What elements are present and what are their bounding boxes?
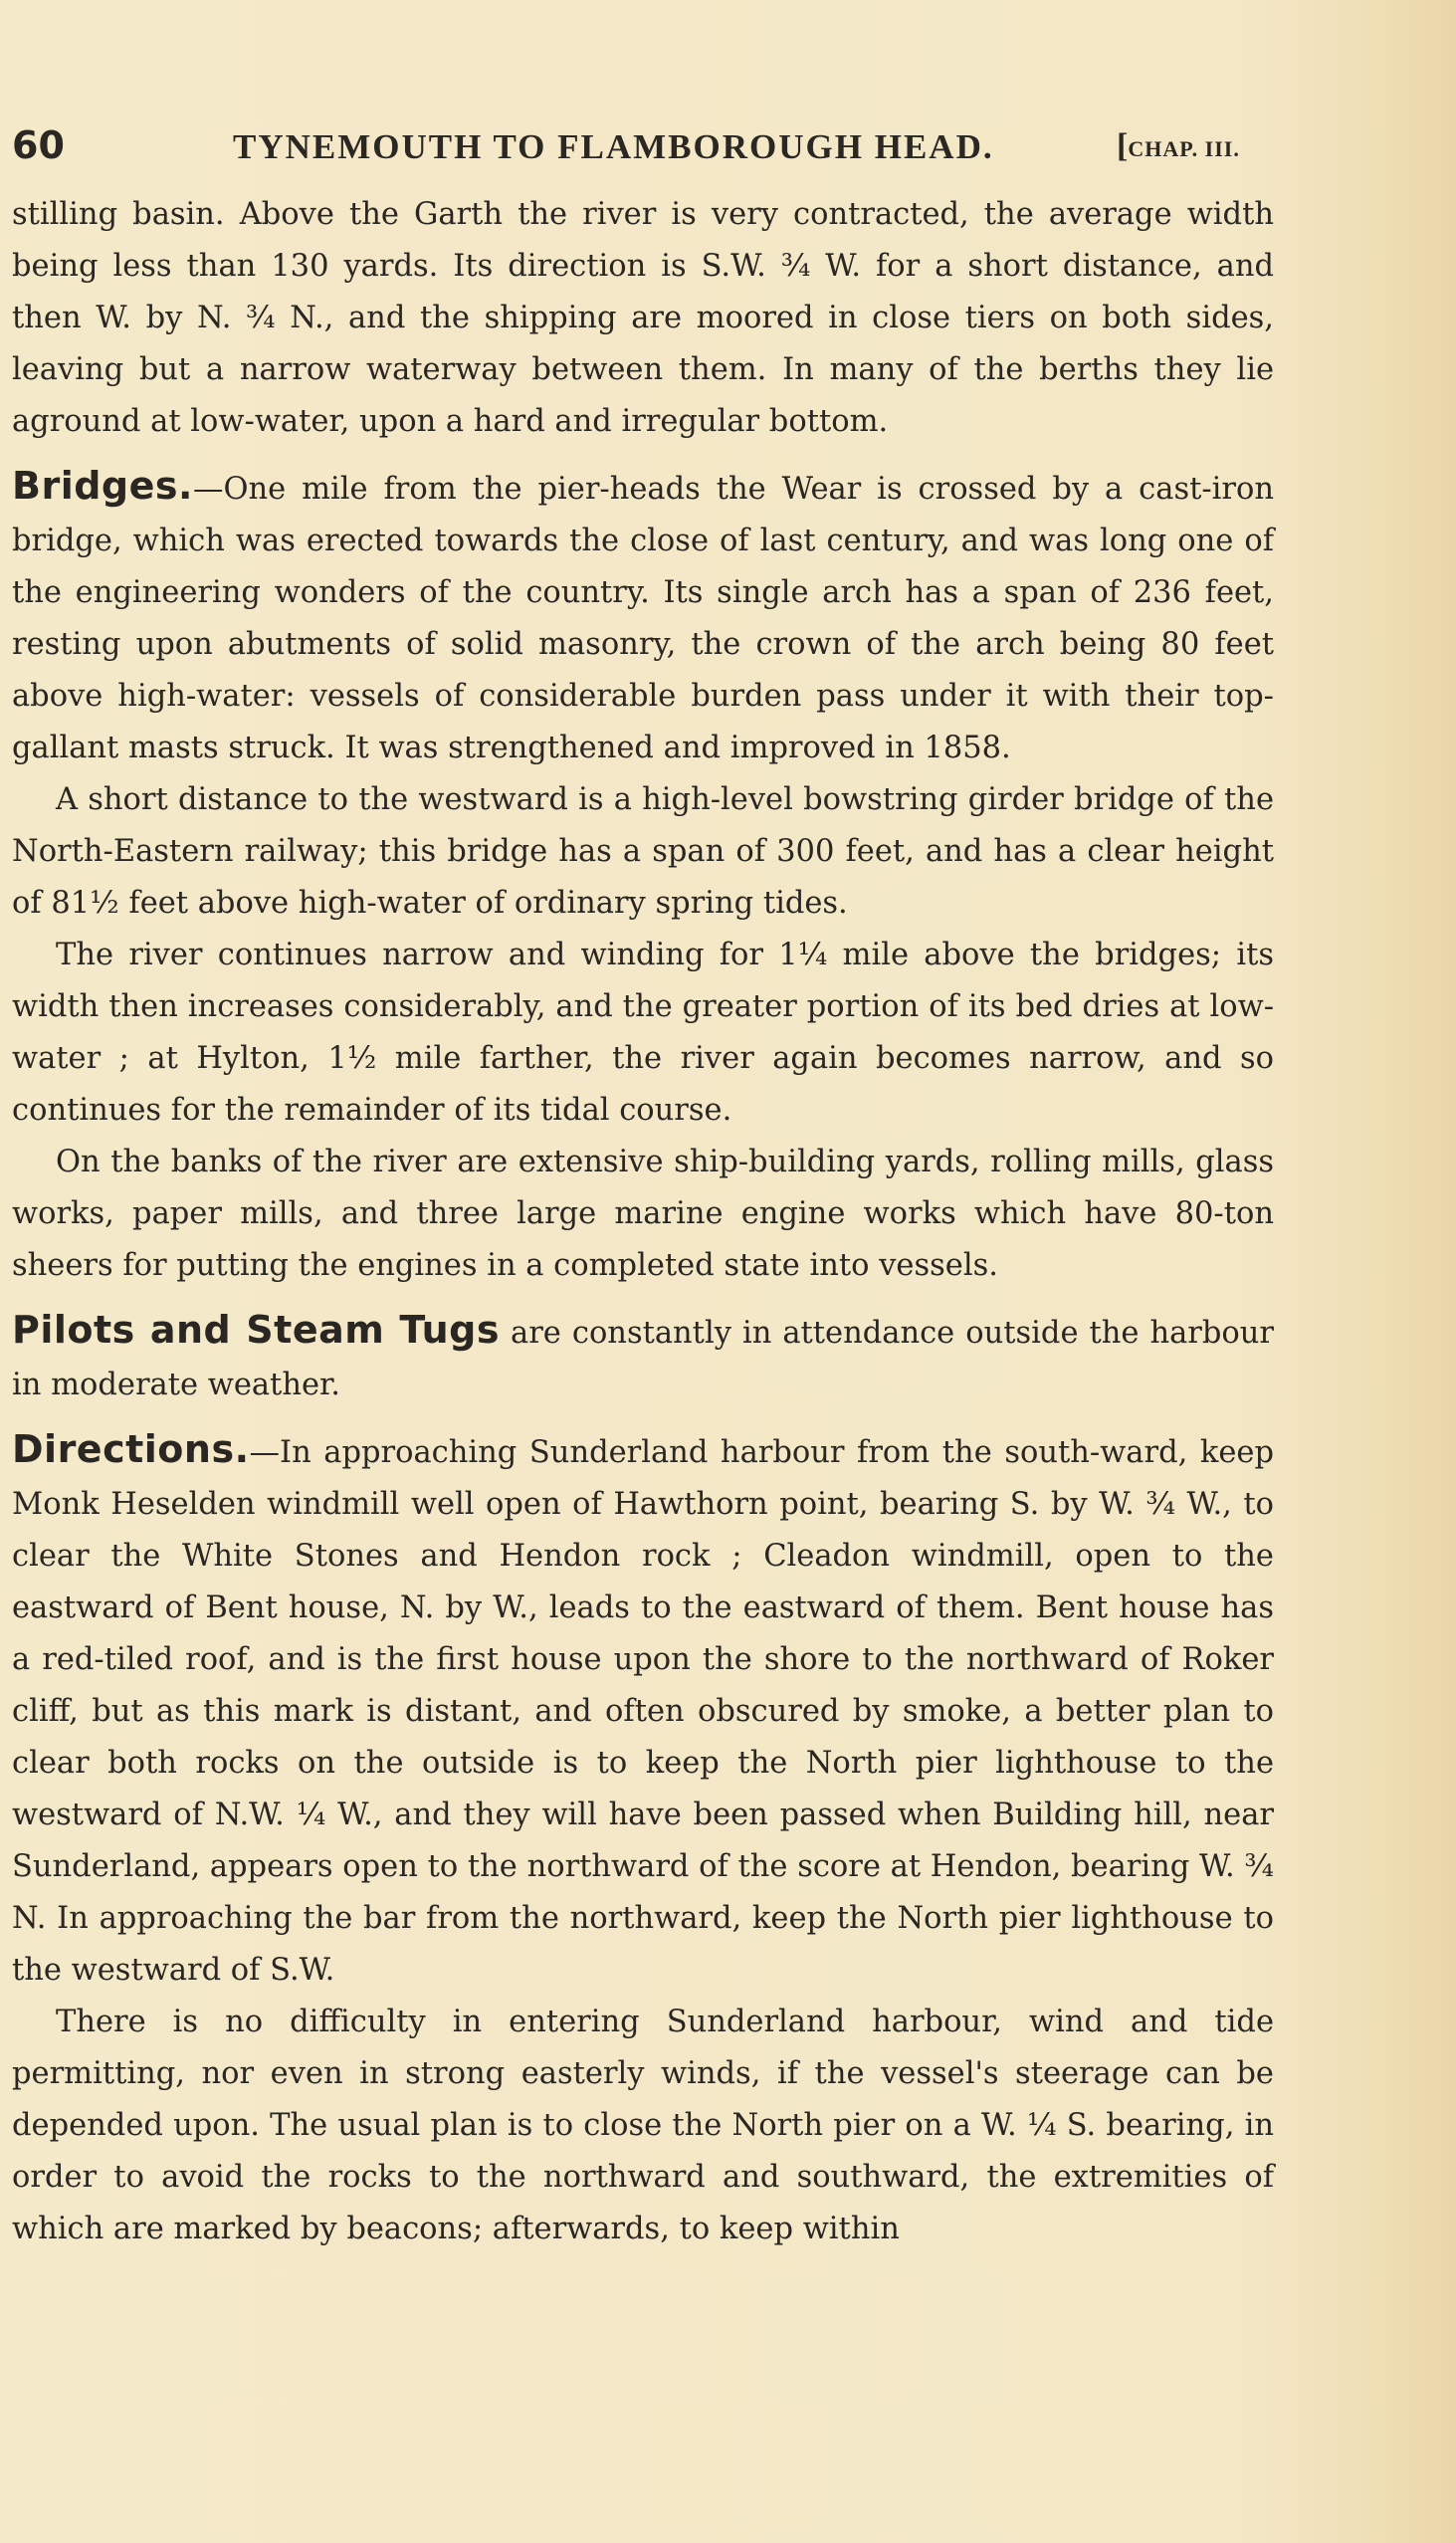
section-heading-pilots: Pilots and Steam Tugs	[12, 1308, 501, 1352]
chapter-label	[1117, 127, 1240, 165]
paragraph-high-level-bridge: A short distance to the westward is a high-level bowstring girder bridge of the North-Eastern railway; this bridge has a span of 300 feet, and has a clear height of 81½ feet above high-water of ordinary spring tides.	[12, 782, 1274, 921]
paragraph-stilling-basin: stilling basin. Above the Garth the river is very contracted, the average width being less than 130 yards. Its direction is S.W. ¾ W. for a short distance, and then W. by N. ¾ N., and the shipping are moored in close tiers on both sides, leaving but a narrow waterway between them. In many of the berths they lie aground at low-water, upon a hard and irregular bottom.	[12, 197, 1274, 439]
chapter-bracket: [	[1117, 127, 1129, 164]
running-header	[12, 117, 1274, 189]
paragraph-ship-building: On the banks of the river are extensive ship-building yards, rolling mills, glass works, paper mills, and three large marine engine works which have 80-ton sheers for putting the engines in a completed state into vessels.	[12, 1145, 1274, 1283]
pilots-text: are constantly in attendance outside the harbour in moderate weather.	[12, 1316, 1274, 1402]
page-content	[12, 117, 1274, 2255]
chapter-text: CHAP. III.	[1128, 136, 1240, 161]
paragraph-directions	[12, 1423, 1274, 1997]
bridges-text: —One mile from the pier-heads the Wear is crossed by a cast-iron bridge, which was erected towards the close of last century, and was long one of the engineering wonders of the country. Its single arch has a span of 236 feet, resting upon abutments of solid masonry, the crown of the arch being 80 feet above high-water: vessels of considerable burden pass under it with their top-gallant masts struck. It was strengthened and improved in 1858.	[12, 472, 1274, 765]
section-heading-bridges: Bridges.	[12, 464, 193, 508]
page-number: 60	[12, 123, 65, 167]
paragraph-pilots	[12, 1304, 1274, 1411]
paragraph-entering-harbour: There is no difficulty in entering Sunderland harbour, wind and tide permitting, nor even in strong easterly winds, if the vessel's steerage can be depended upon. The usual plan is to close the North pier on a W. ¼ S. bearing, in order to avoid the rocks to the northward and southward, the extremities of which are marked by beacons; afterwards, to keep within	[12, 2005, 1274, 2246]
directions-text: —In approaching Sunderland harbour from the south-ward, keep Monk Heselden windmill well open of Hawthorn point, bearing S. by W. ¾ W., to clear the White Stones and Hendon rock ; Cleadon windmill, open to the eastward of Bent house, N. by W., leads to the eastward of them. Bent house has a red-tiled roof, and is the first house upon the shore to the northward of Roker cliff, but as this mark is distant, and often obscured by smoke, a better plan to clear both rocks on the outside is to keep the North pier lighthouse to the westward of N.W. ¼ W., and they will have been passed when Building hill, near Sunderland, appears open to the northward of the score at Hendon, bearing W. ¾ N. In approaching the bar from the northward, keep the North pier lighthouse to the westward of S.W.	[12, 1435, 1274, 1988]
paragraph-bridges	[12, 460, 1274, 774]
paragraph-river-course: The river continues narrow and winding for 1¼ mile above the bridges; its width then increases considerably, and the greater portion of its bed dries at low-water ; at Hylton, 1½ mile farther, the river again becomes narrow, and so continues for the remainder of its tidal course.	[12, 938, 1274, 1128]
running-title: TYNEMOUTH TO FLAMBOROUGH HEAD.	[233, 127, 994, 166]
section-heading-directions: Directions.	[12, 1427, 250, 1471]
